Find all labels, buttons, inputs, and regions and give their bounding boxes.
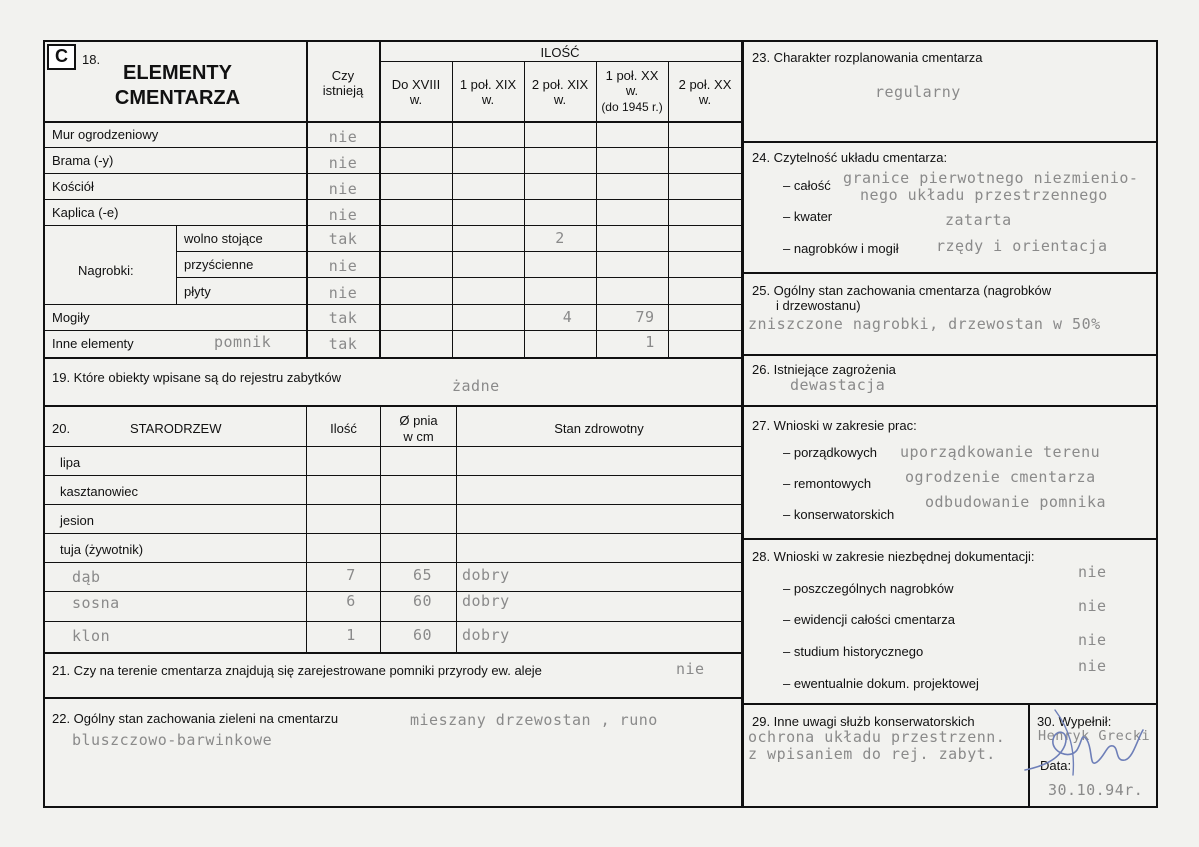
s27-label: 27. Wnioski w zakresie prac:	[752, 418, 917, 433]
s18-col-c20a: 1 poł. XX w.	[605, 68, 659, 98]
s20-row-health: dobry	[462, 566, 510, 584]
s26-value: dewastacja	[790, 376, 886, 394]
s20-row-health: dobry	[462, 626, 510, 644]
s20-row-count: 6	[346, 592, 356, 610]
s18-exists-chapel: nie	[328, 206, 358, 224]
s20-row-count: 7	[346, 566, 356, 584]
s20-row-name: klon	[72, 627, 111, 645]
s18-quantity-header: ILOŚĆ	[540, 45, 580, 60]
s18-exists-other: tak	[328, 335, 358, 353]
s18-row-free: wolno stojące	[184, 231, 263, 246]
s20-col-trunk-line2: w cm	[403, 429, 434, 444]
s25-value: zniszczone nagrobki, drzewostan w 50%	[748, 315, 1101, 333]
s29-value-line1: ochrona układu przestrzenn.	[748, 728, 1006, 746]
s18-row-church: Kościół	[52, 179, 94, 194]
s20-row-diameter: 65	[412, 566, 433, 584]
s18-qty-graves-c20a: 79	[635, 308, 655, 326]
s18-row-wallmounted: przyścienne	[184, 257, 254, 272]
signature-icon	[1015, 700, 1155, 790]
s22-value-line2: bluszczowo-barwinkowe	[72, 731, 273, 749]
s28-value: nie	[1078, 563, 1107, 581]
s25-label-line2: i drzewostanu)	[776, 298, 861, 313]
s20-row-count: 1	[346, 626, 356, 644]
s20-title: STARODRZEW	[130, 421, 222, 436]
s23-label: 23. Charakter rozplanowania cmentarza	[752, 50, 983, 65]
s18-row-wall: Mur ogrodzeniowy	[52, 127, 159, 142]
s28-label: 28. Wnioski w zakresie niezbędnej dokumentacji:	[752, 549, 1035, 564]
s24-graves-label: – nagrobków i mogił	[783, 241, 899, 256]
s27-conserv-label: – konserwatorskich	[783, 507, 895, 522]
s24-whole-label: – całość	[783, 178, 831, 193]
s27-repair-label: – remontowych	[783, 476, 872, 491]
s29-label: 29. Inne uwagi służb konserwatorskich	[752, 714, 975, 729]
s21-label: 21. Czy na terenie cmentarza znajdują się zarejestrowane pomniki przyrody ew. aleje	[52, 663, 542, 678]
s20-col-count: Ilość	[330, 421, 357, 436]
s20-row-name: dąb	[72, 568, 101, 586]
s20-col-trunk-line1: Ø pnia	[399, 413, 438, 428]
s18-other-value: pomnik	[214, 333, 272, 351]
s18-qty-free-c19b: 2	[555, 229, 565, 247]
s20-printed-tuja: tuja (żywotnik)	[60, 542, 144, 557]
s28-item-label: – ewidencji całości cmentarza	[783, 612, 955, 627]
s18-title-line2: CMENTARZA	[114, 87, 241, 109]
s21-value: nie	[676, 660, 705, 678]
s24-whole-value-line2: nego układu przestrzennego	[860, 186, 1108, 204]
s28-value: nie	[1078, 657, 1107, 675]
s18-qty-other-c20a: 1	[645, 333, 655, 351]
s24-quarters-label: – kwater	[783, 209, 833, 224]
s30-date-value: 30.10.94r.	[1048, 781, 1144, 799]
s20-number: 20.	[52, 421, 71, 436]
s27-repair-value: ogrodzenie cmentarza	[905, 468, 1096, 486]
s18-exists-wall: nie	[328, 128, 358, 146]
s30-date-label: Data:	[1040, 758, 1072, 773]
s18-row-gate: Brama (-y)	[52, 153, 114, 168]
s28-value: nie	[1078, 597, 1107, 615]
s20-printed-jesion: jesion	[60, 513, 94, 528]
s18-col-exists: Czy istnieją	[322, 68, 364, 98]
s25-label-line1: 25. Ogólny stan zachowania cmentarza (nagrobków	[752, 283, 1052, 298]
s18-exists-wallmounted: nie	[328, 257, 358, 275]
s18-exists-church: nie	[328, 180, 358, 198]
s18-col-c20a-note: (do 1945 r.)	[601, 100, 663, 114]
s18-exists-graves: tak	[328, 309, 358, 327]
s18-row-graves: Mogiły	[52, 310, 90, 325]
s28-item-label: – studium historycznego	[783, 644, 924, 659]
s29-value-line2: z wpisaniem do rej. zabyt.	[748, 745, 996, 763]
s18-exists-free: tak	[328, 230, 358, 248]
s20-printed-kasztanowiec: kasztanowiec	[60, 484, 139, 499]
s20-row-diameter: 60	[412, 592, 433, 610]
s28-value: nie	[1078, 631, 1107, 649]
s19-label: 19. Które obiekty wpisane są do rejestru zabytków	[52, 370, 342, 385]
s18-title-line1: ELEMENTY	[123, 62, 232, 84]
s30-label: 30. Wypełnił:	[1037, 714, 1112, 729]
s18-col-c18: Do XVIII w.	[391, 77, 441, 107]
s27-order-label: – porządkowych	[783, 445, 877, 460]
s22-value-line1: mieszany drzewostan , runo	[410, 711, 658, 729]
card-letter: C	[47, 44, 76, 70]
s19-value: żadne	[452, 377, 500, 395]
s18-exists-slabs: nie	[328, 284, 358, 302]
s18-row-chapel: Kaplica (-e)	[52, 205, 119, 220]
s18-col-c20b: 2 poł. XX w.	[678, 77, 732, 107]
s18-number: 18.	[82, 52, 101, 67]
s18-col-c19a: 1 poł. XIX w.	[459, 77, 517, 107]
s27-order-value: uporządkowanie terenu	[900, 443, 1101, 461]
s22-label: 22. Ogólny stan zachowania zieleni na cmentarzu	[52, 711, 339, 726]
s18-row-other: Inne elementy	[52, 336, 134, 351]
s24-label: 24. Czytelność układu cmentarza:	[752, 150, 948, 165]
s20-row-diameter: 60	[412, 626, 433, 644]
s20-printed-lipa: lipa	[60, 455, 81, 470]
s30-filled-by: Henryk Grecki	[1038, 728, 1151, 744]
s23-value: regularny	[875, 83, 961, 101]
s18-row-tombstones: Nagrobki:	[78, 263, 134, 278]
s20-row-name: sosna	[72, 594, 120, 612]
s27-conserv-value: odbudowanie pomnika	[925, 493, 1107, 511]
s28-item-label: – poszczególnych nagrobków	[783, 581, 954, 596]
s24-graves-value: rzędy i orientacja	[936, 237, 1108, 255]
s28-item-label: – ewentualnie dokum. projektowej	[783, 676, 979, 691]
s20-row-health: dobry	[462, 592, 510, 610]
s18-col-c19b: 2 poł. XIX w.	[531, 77, 589, 107]
s18-row-slabs: płyty	[184, 284, 211, 299]
s24-whole-value-line1: granice pierwotnego niezmienio-	[843, 169, 1139, 187]
s26-label: 26. Istniejące zagrożenia	[752, 362, 896, 377]
s18-qty-graves-c19b: 4	[562, 308, 573, 326]
s18-exists-gate: nie	[328, 154, 358, 172]
s20-col-health: Stan zdrowotny	[554, 421, 644, 436]
s24-quarters-value: zatarta	[945, 211, 1012, 229]
column-divider	[741, 40, 744, 808]
